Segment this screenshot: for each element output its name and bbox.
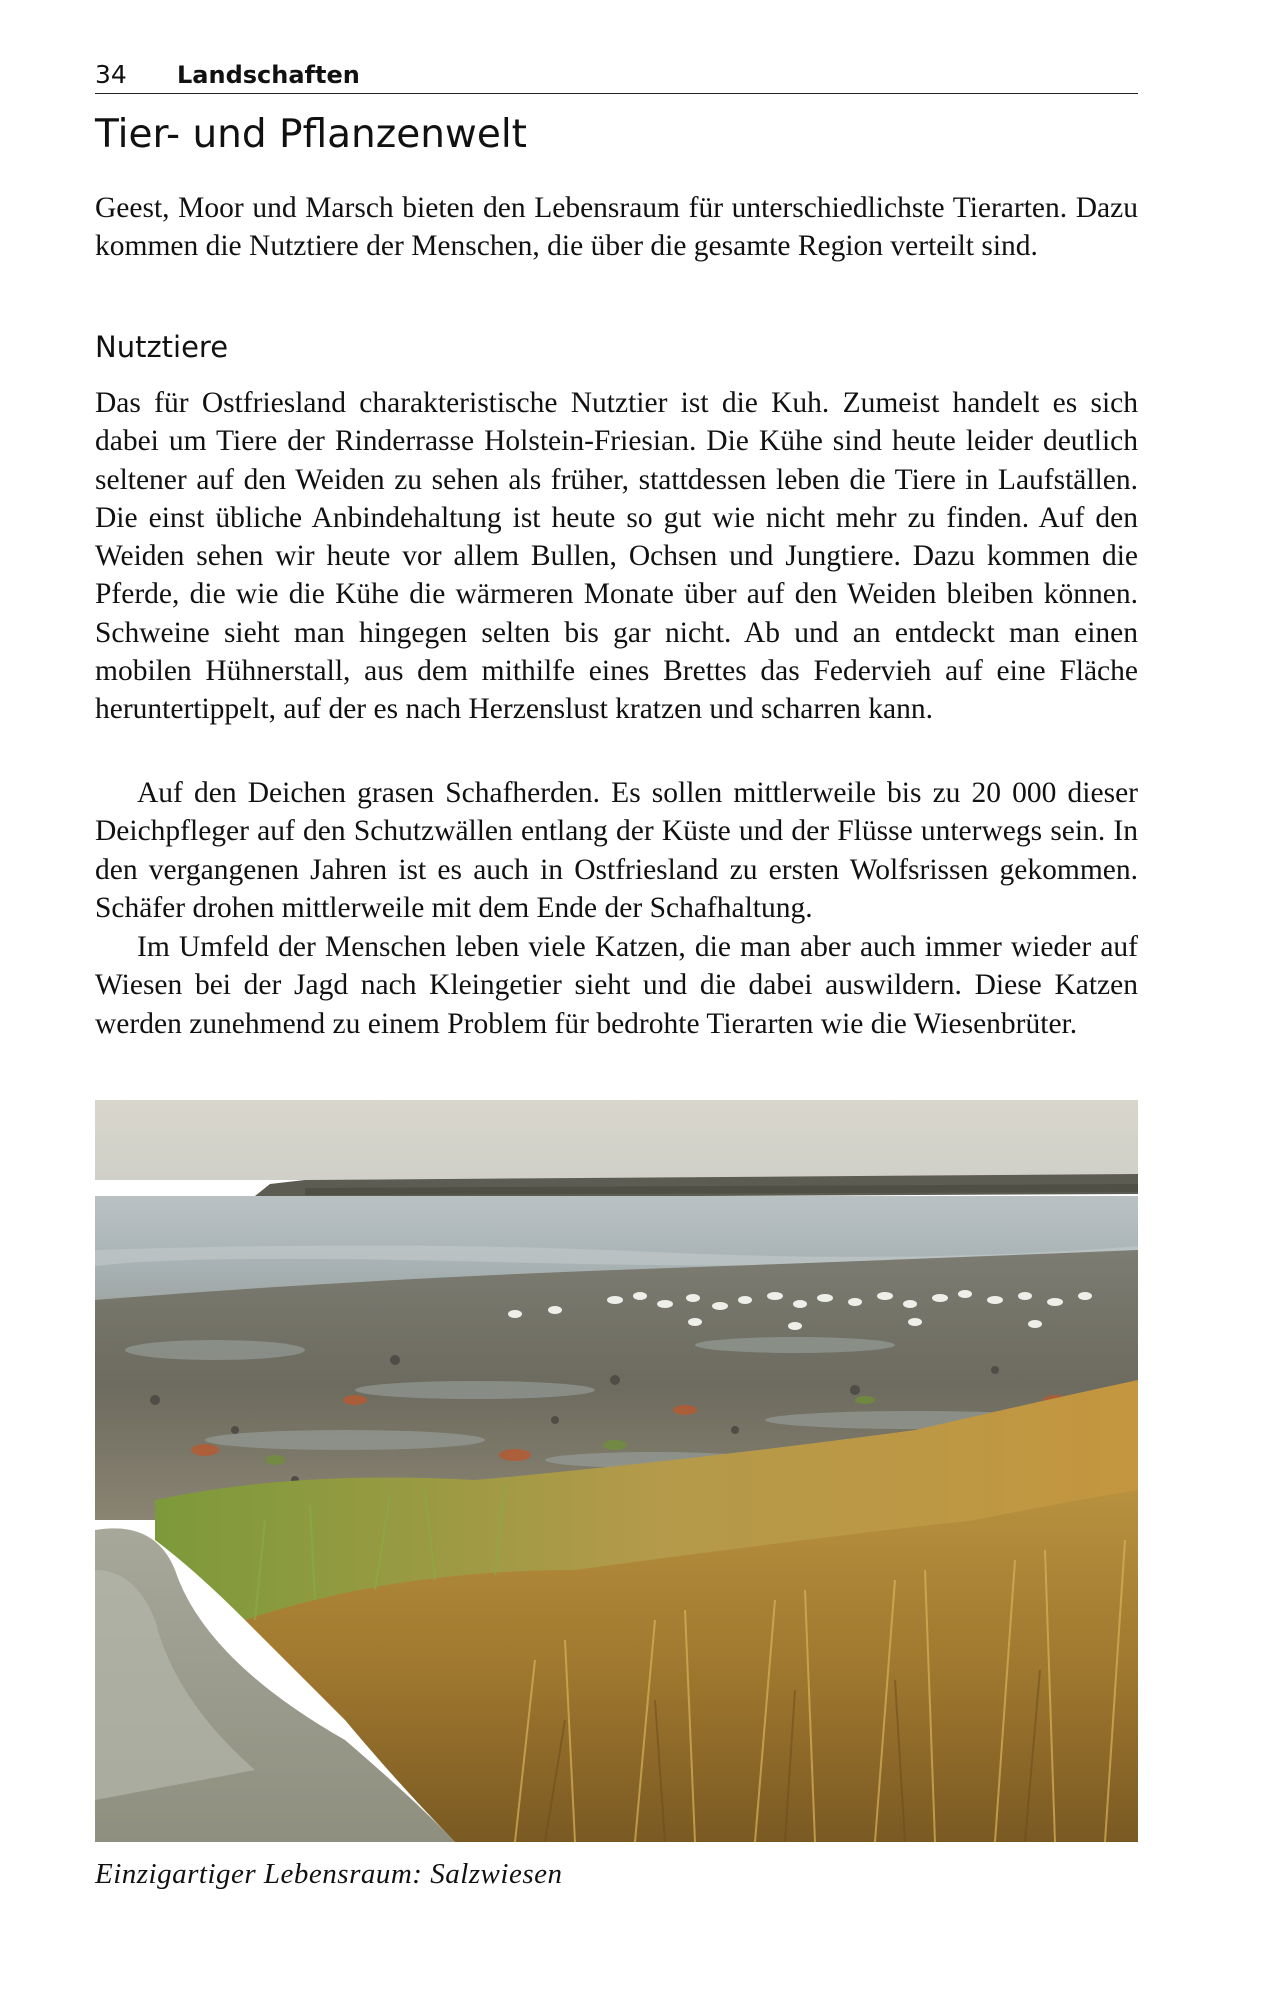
intro-paragraph: Geest, Moor und Marsch bieten den Lebensraum für unterschiedlichste Tierarten. Dazu kommen die Nutztiere der Menschen, die über die gesamte Region verteilt sind.	[95, 192, 1138, 263]
page-number: 34	[95, 60, 127, 89]
running-head	[95, 60, 1138, 94]
photo-caption: Einzigartiger Lebensraum: Salzwiesen	[95, 1858, 563, 1890]
salt-marsh-photo	[95, 1100, 1138, 1842]
body-paragraph-1: Das für Ostfriesland charakteristische Nutztier ist die Kuh. Zumeist handelt es sich dabei um Tiere der Rinderrasse Holstein-Friesian. Die Kühe sind heute leider deutlich seltener auf den Weiden zu sehen als früher, stattdessen leben die Tiere in Laufställen. Die einst übliche Anbindehaltung ist heute so gut wie nicht mehr zu finden. Auf den Weiden sehen wir heute vor allem Bullen, Ochsen und Jungtiere. Dazu kommen die Pferde, die wie die Kühe die wärmeren Monate über auf den Weiden bleiben können. Schweine sieht man hingegen selten bis gar nicht. Ab und an entdeckt man einen mobilen Hühnerstall, aus dem mithilfe eines Brettes das Federvieh auf eine Fläche heruntertippelt, auf der es nach Herzenslust kratzen und scharren kann.	[95, 387, 1138, 726]
body-paragraph-2: Auf den Deichen grasen Schafherden. Es sollen mittlerweile bis zu 20 000 dieser Deichpfleger auf den Schutzwällen entlang der Küste und der Flüsse unterwegs sein. In den vergangenen Jahren ist es auch in Ostfriesland zu ersten Wolfsrissen gekommen. Schäfer drohen mittlerweile mit dem Ende der Schafhaltung.	[95, 777, 1138, 924]
chapter-title: Tier- und Pflanzenwelt	[95, 112, 527, 157]
body-paragraph-3: Im Umfeld der Menschen leben viele Katzen, die man aber auch immer wieder auf Wiesen bei der Jagd nach Kleingetier sieht und die dabei auswildern. Diese Katzen werden zunehmend zu einem Problem für bedrohte Tierarten wie die Wiesenbrüter.	[95, 931, 1138, 1040]
subsection-heading: Nutztiere	[95, 330, 229, 364]
section-title: Landschaften	[177, 61, 360, 89]
